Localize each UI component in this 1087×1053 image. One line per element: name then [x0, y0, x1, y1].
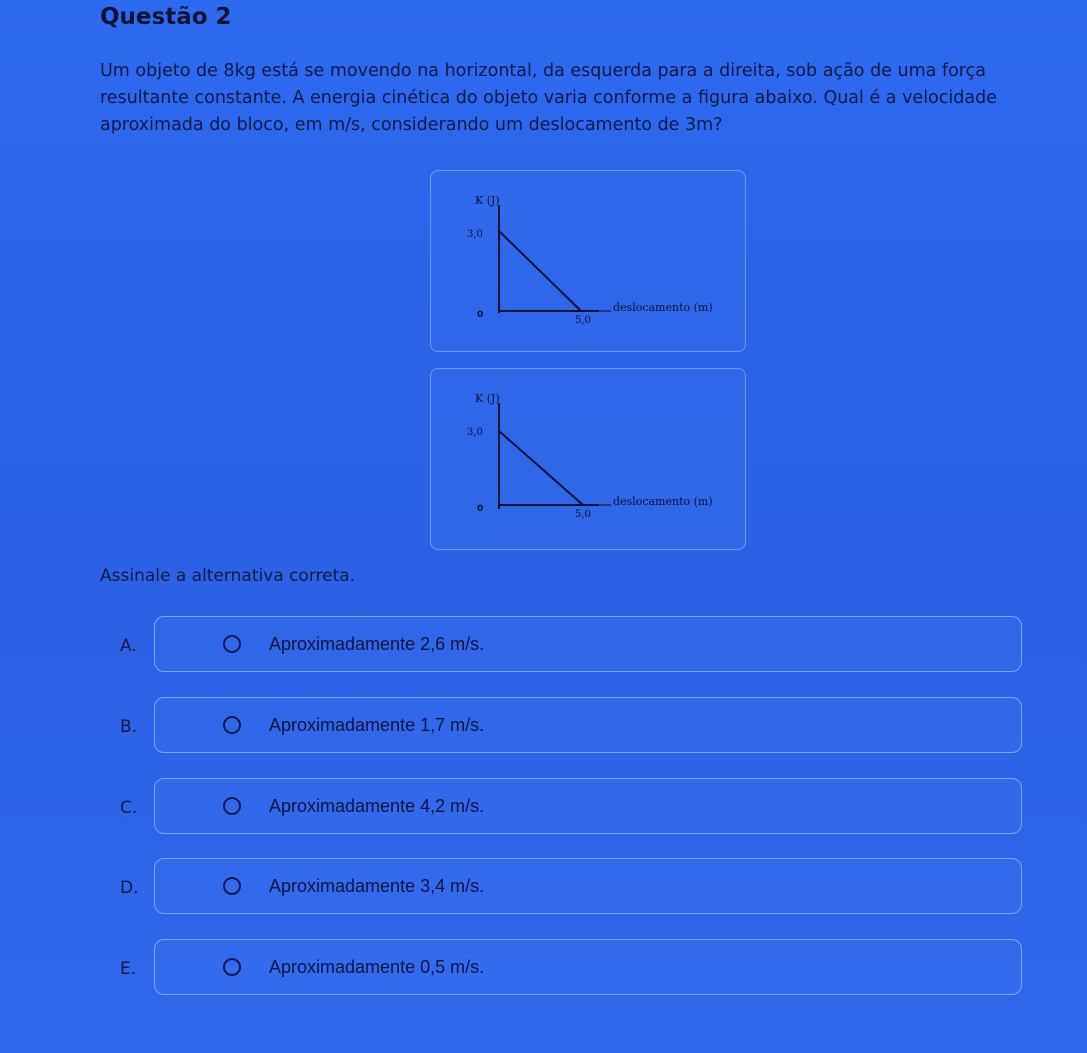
option-label[interactable]: Aproximadamente 4,2 m/s. [269, 796, 485, 816]
energy-line [499, 231, 581, 311]
option-a[interactable] [110, 616, 1022, 672]
y-tick-label: 3,0 [467, 427, 483, 438]
option-label[interactable]: Aproximadamente 0,5 m/s. [269, 957, 485, 977]
option-box[interactable] [154, 697, 1022, 753]
energy-graph-2 [431, 369, 745, 549]
instruction-text: Assinale a alternativa correta. [100, 566, 356, 586]
energy-graph-1 [431, 171, 745, 351]
radio-circle-icon[interactable] [223, 797, 241, 815]
x-tick-label: 5,0 [575, 315, 591, 326]
option-letter: A. [120, 636, 137, 656]
radio-circle-icon[interactable] [223, 716, 241, 734]
x-axis-label: deslocamento (m) [613, 301, 713, 314]
option-box[interactable] [154, 616, 1022, 672]
option-letter: D. [120, 878, 139, 898]
option-e[interactable] [110, 939, 1022, 995]
y-tick-label: 3,0 [467, 229, 483, 240]
option-b[interactable] [110, 697, 1022, 753]
option-box[interactable] [154, 778, 1022, 834]
x-tick-label: 5,0 [575, 509, 591, 520]
option-label[interactable]: Aproximadamente 3,4 m/s. [269, 876, 485, 896]
energy-graph-figure-1 [430, 170, 746, 352]
option-letter: E. [120, 959, 137, 979]
y-axis-label: K (J) [475, 194, 500, 207]
question-title: Questão 2 [100, 4, 232, 30]
question-text: Um objeto de 8kg está se movendo na horizontal, da esquerda para a direita, sob ação de uma força resultante constante. A energia cinética do objeto varia conforme a figura abaixo. Qual é a velocidade aproximada do bloco, em m/s, considerando um deslocamento de 3m? [100, 61, 997, 135]
option-letter: B. [120, 717, 138, 737]
option-box[interactable] [154, 939, 1022, 995]
x-axis-label: deslocamento (m) [613, 495, 713, 508]
radio-circle-icon[interactable] [223, 635, 241, 653]
y-axis-label: K (J) [475, 392, 500, 405]
origin-label: 0 [477, 310, 484, 320]
energy-line [499, 431, 583, 505]
option-label[interactable]: Aproximadamente 2,6 m/s. [269, 634, 485, 654]
option-d[interactable] [110, 858, 1022, 914]
option-label[interactable]: Aproximadamente 1,7 m/s. [269, 715, 485, 735]
option-letter: C. [120, 798, 138, 818]
option-box[interactable] [154, 858, 1022, 914]
radio-circle-icon[interactable] [223, 877, 241, 895]
radio-circle-icon[interactable] [223, 958, 241, 976]
option-c[interactable] [110, 778, 1022, 834]
energy-graph-figure-2 [430, 368, 746, 550]
origin-label: 0 [477, 504, 484, 514]
